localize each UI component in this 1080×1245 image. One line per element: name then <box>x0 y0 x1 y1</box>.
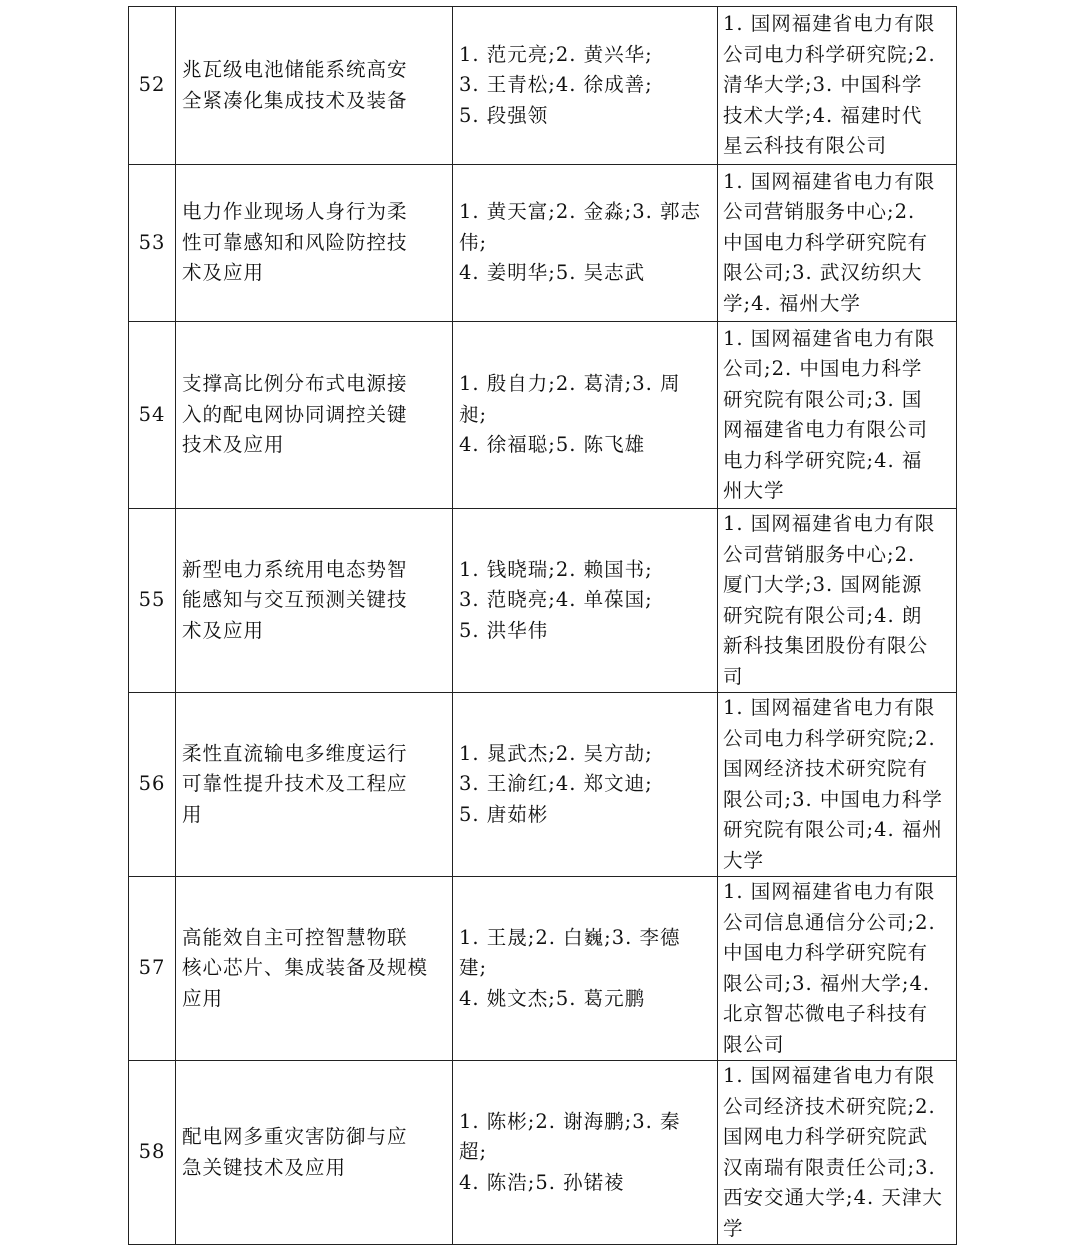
row-number: 53 <box>129 165 176 322</box>
table-row <box>129 877 957 1061</box>
organizations-cell <box>718 165 957 322</box>
organizations-cell <box>718 1061 957 1245</box>
team-members: 1. 钱晓瑞;2. 赖国书; 3. 范晓亮;4. 单葆国; 5. 洪华伟 <box>459 557 653 642</box>
team-members-cell <box>453 165 718 322</box>
team-members: 1. 王晟;2. 白巍;3. 李德 建; 4. 姚文杰;5. 葛元鹏 <box>459 925 681 1010</box>
project-title: 新型电力系统用电态势智 能感知与交互预测关键技 术及应用 <box>182 557 408 642</box>
project-title: 兆瓦级电池储能系统高安 全紧凑化集成技术及装备 <box>182 58 408 112</box>
organizations-cell <box>718 693 957 877</box>
team-members: 1. 黄天富;2. 金淼;3. 郭志 伟; 4. 姜明华;5. 吴志武 <box>459 200 702 285</box>
organizations: 1. 国网福建省电力有限 公司信息通信分公司;2. 中国电力科学研究院有 限公司;3. 福州大学;4. 北京智芯微电子科技有 限公司 <box>723 880 936 1056</box>
organizations-cell <box>718 509 957 693</box>
project-title-cell <box>176 877 453 1061</box>
team-members-cell <box>453 1061 718 1245</box>
table-row <box>129 322 957 509</box>
project-title: 电力作业现场人身行为柔 性可靠感知和风险防控技 术及应用 <box>182 200 408 285</box>
table-row <box>129 1061 957 1245</box>
row-number: 55 <box>129 509 176 693</box>
project-title-cell <box>176 165 453 322</box>
organizations-cell <box>718 7 957 165</box>
row-number: 56 <box>129 693 176 877</box>
team-members-cell <box>453 877 718 1061</box>
organizations-cell <box>718 877 957 1061</box>
project-title: 柔性直流输电多维度运行 可靠性提升技术及工程应 用 <box>182 741 408 826</box>
organizations-cell <box>718 322 957 509</box>
organizations: 1. 国网福建省电力有限 公司营销服务中心;2. 厦门大学;3. 国网能源 研究院有限公司;4. 朗 新科技集团股份有限公 司 <box>723 512 936 688</box>
row-number: 58 <box>129 1061 176 1245</box>
table-row <box>129 509 957 693</box>
organizations: 1. 国网福建省电力有限 公司电力科学研究院;2. 清华大学;3. 中国科学 技术大学;4. 福建时代 星云科技有限公司 <box>723 12 936 158</box>
project-title-cell <box>176 693 453 877</box>
project-title-cell <box>176 1061 453 1245</box>
team-members-cell <box>453 7 718 165</box>
row-number: 54 <box>129 322 176 509</box>
row-number: 52 <box>129 7 176 165</box>
table-row <box>129 693 957 877</box>
team-members: 1. 范元亮;2. 黄兴华; 3. 王青松;4. 徐成善; 5. 段强领 <box>459 42 653 127</box>
organizations: 1. 国网福建省电力有限 公司经济技术研究院;2. 国网电力科学研究院武 汉南瑞有限责任公司;3. 西安交通大学;4. 天津大 学 <box>723 1064 943 1240</box>
team-members-cell <box>453 509 718 693</box>
team-members-cell <box>453 322 718 509</box>
organizations: 1. 国网福建省电力有限 公司电力科学研究院;2. 国网经济技术研究院有 限公司;3. 中国电力科学 研究院有限公司;4. 福州 大学 <box>723 696 943 872</box>
team-members: 1. 殷自力;2. 葛清;3. 周 昶; 4. 徐福聪;5. 陈飞雄 <box>459 372 681 457</box>
organizations: 1. 国网福建省电力有限 公司营销服务中心;2. 中国电力科学研究院有 限公司;3. 武汉纺织大 学;4. 福州大学 <box>723 169 936 315</box>
project-title: 高能效自主可控智慧物联 核心芯片、集成装备及规模 应用 <box>182 925 429 1010</box>
team-members-cell <box>453 693 718 877</box>
project-title-cell <box>176 509 453 693</box>
table-row <box>129 7 957 165</box>
project-title-cell <box>176 322 453 509</box>
team-members: 1. 晁武杰;2. 吴方劼; 3. 王渝红;4. 郑文迪; 5. 唐茹彬 <box>459 741 653 826</box>
project-title: 配电网多重灾害防御与应 急关键技术及应用 <box>182 1125 408 1179</box>
awards-table <box>128 6 957 1245</box>
table-row <box>129 165 957 322</box>
project-title: 支撑高比例分布式电源接 入的配电网协同调控关键 技术及应用 <box>182 372 408 457</box>
team-members: 1. 陈彬;2. 谢海鹏;3. 秦 超; 4. 陈浩;5. 孙锘祾 <box>459 1109 681 1194</box>
organizations: 1. 国网福建省电力有限 公司;2. 中国电力科学 研究院有限公司;3. 国 网福建省电力有限公司 电力科学研究院;4. 福 州大学 <box>723 326 936 502</box>
row-number: 57 <box>129 877 176 1061</box>
project-title-cell <box>176 7 453 165</box>
